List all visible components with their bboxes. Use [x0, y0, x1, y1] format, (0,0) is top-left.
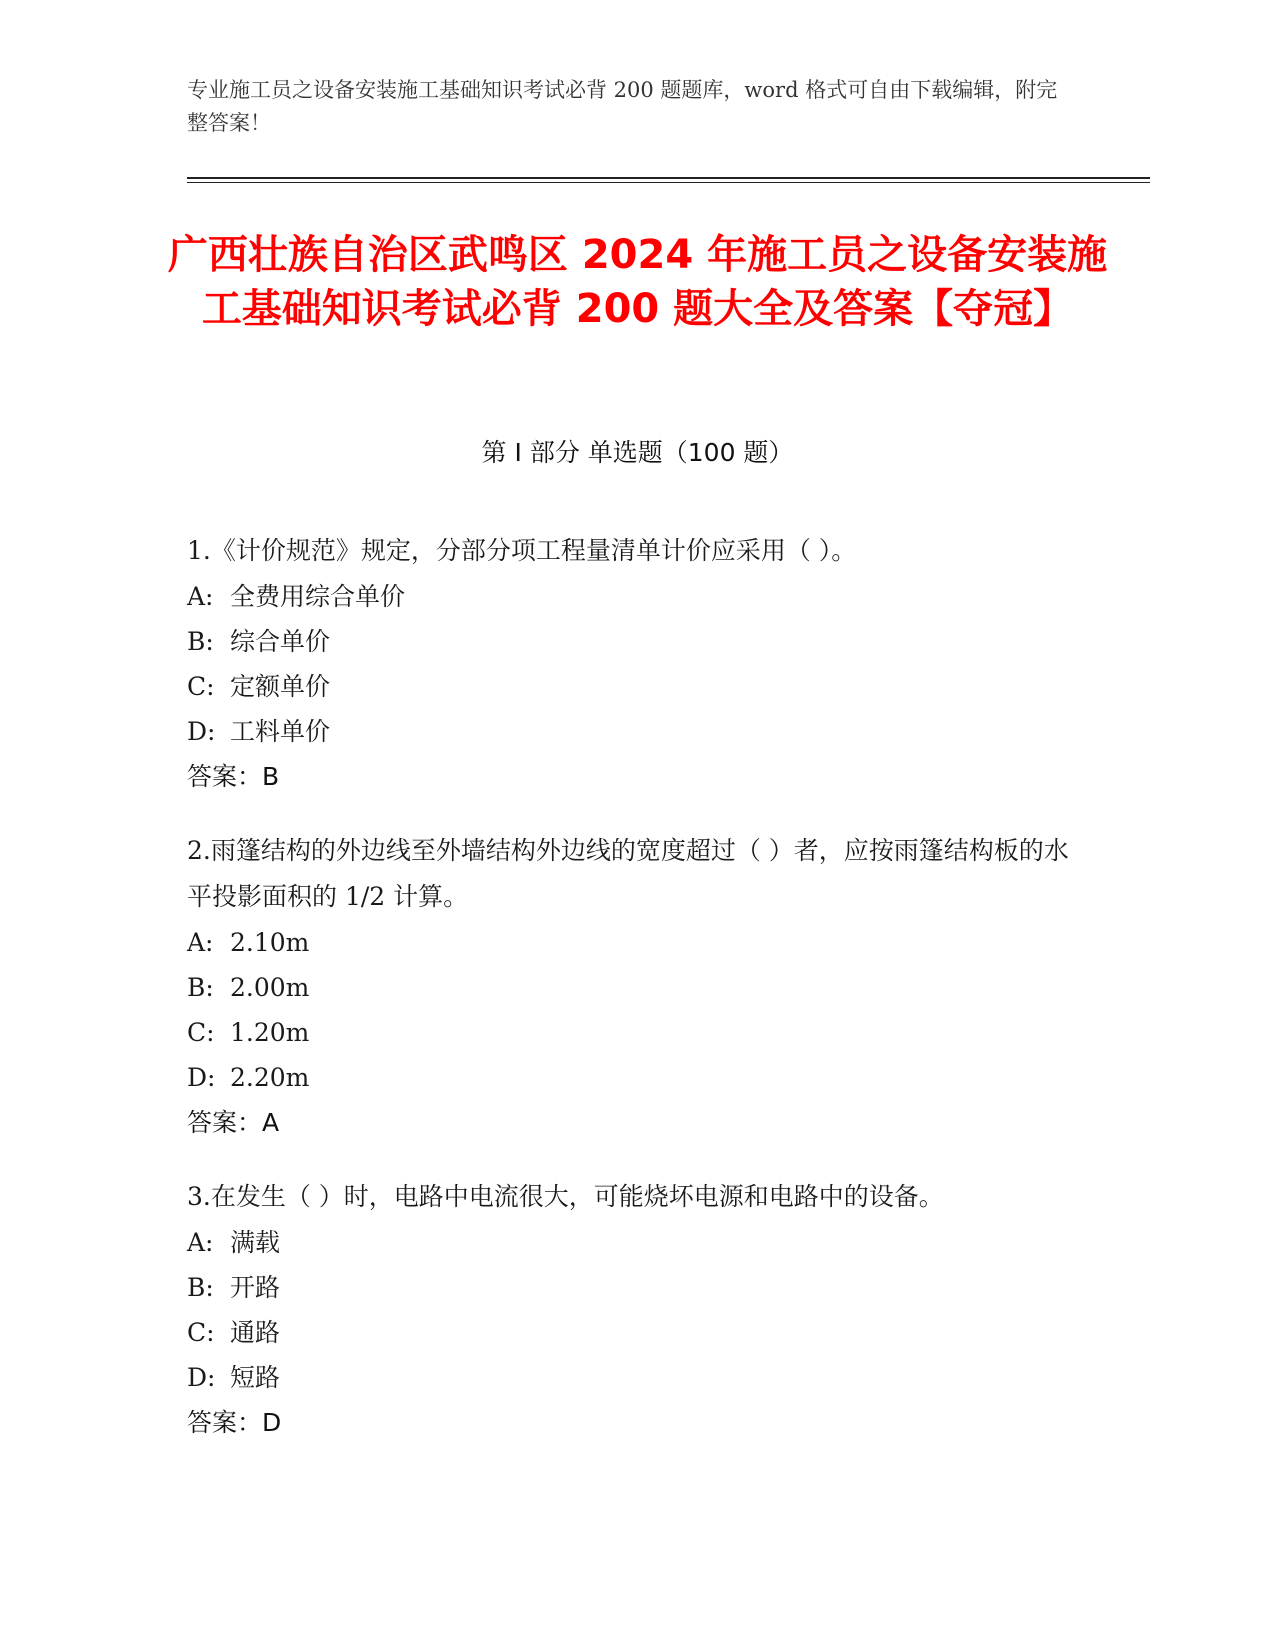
option-b — [187, 965, 1077, 1010]
header-rule-thick — [187, 177, 1150, 179]
option-key: B: — [187, 627, 214, 656]
option-c — [187, 1310, 1077, 1355]
option-text: 综合单价 — [230, 627, 331, 656]
option-text: 2.10m — [230, 928, 310, 957]
document-title: 广西壮族自治区武鸣区 2024 年施工员之设备安装施工基础知识考试必背 200 题大全及答案【夺冠】 — [167, 232, 1108, 332]
option-text: 工料单价 — [230, 717, 331, 746]
option-key: D: — [187, 1363, 216, 1392]
answer-line: 答案：A — [187, 1108, 280, 1137]
question-stem: 2.雨篷结构的外边线至外墙结构外边线的宽度超过（ ）者，应按雨篷结构板的水平投影面积的 1/2 计算。 — [187, 836, 1069, 911]
header-rule-thin — [187, 182, 1150, 183]
option-b — [187, 619, 1077, 664]
option-a — [187, 1220, 1077, 1265]
answer-line: 答案：D — [187, 1408, 282, 1437]
option-key: B: — [187, 973, 214, 1002]
option-text: 短路 — [230, 1363, 281, 1392]
option-key: A: — [187, 928, 214, 957]
option-text: 定额单价 — [230, 672, 331, 701]
option-text: 通路 — [230, 1318, 281, 1347]
option-a — [187, 574, 1077, 619]
section-heading: 第 I 部分 单选题（100 题） — [481, 438, 794, 467]
option-key: A: — [187, 582, 214, 611]
option-key: B: — [187, 1273, 214, 1302]
option-d — [187, 1055, 1077, 1100]
option-key: C: — [187, 1018, 215, 1047]
question-list — [187, 528, 1077, 1474]
question-2 — [187, 828, 1077, 1145]
option-text: 满载 — [230, 1228, 281, 1257]
option-text: 2.00m — [230, 973, 310, 1002]
option-d — [187, 709, 1077, 754]
option-text: 开路 — [230, 1273, 281, 1302]
option-text: 1.20m — [230, 1018, 310, 1047]
option-key: D: — [187, 1063, 216, 1092]
question-3 — [187, 1174, 1077, 1445]
question-stem: 1.《计价规范》规定，分部分项工程量清单计价应采用（ ）。 — [187, 536, 857, 565]
answer-line: 答案：B — [187, 762, 280, 791]
header-note: 专业施工员之设备安装施工基础知识考试必背 200 题题库，word 格式可自由下载编辑，附完整答案！ — [187, 78, 1058, 135]
question-1 — [187, 528, 1077, 799]
option-key: C: — [187, 1318, 215, 1347]
option-key: C: — [187, 672, 215, 701]
option-d — [187, 1355, 1077, 1400]
option-key: D: — [187, 717, 216, 746]
option-c — [187, 664, 1077, 709]
option-text: 全费用综合单价 — [230, 582, 406, 611]
option-c — [187, 1010, 1077, 1055]
question-stem: 3.在发生（ ）时，电路中电流很大，可能烧坏电源和电路中的设备。 — [187, 1182, 944, 1211]
option-text: 2.20m — [230, 1063, 310, 1092]
option-a — [187, 920, 1077, 965]
option-b — [187, 1265, 1077, 1310]
option-key: A: — [187, 1228, 214, 1257]
